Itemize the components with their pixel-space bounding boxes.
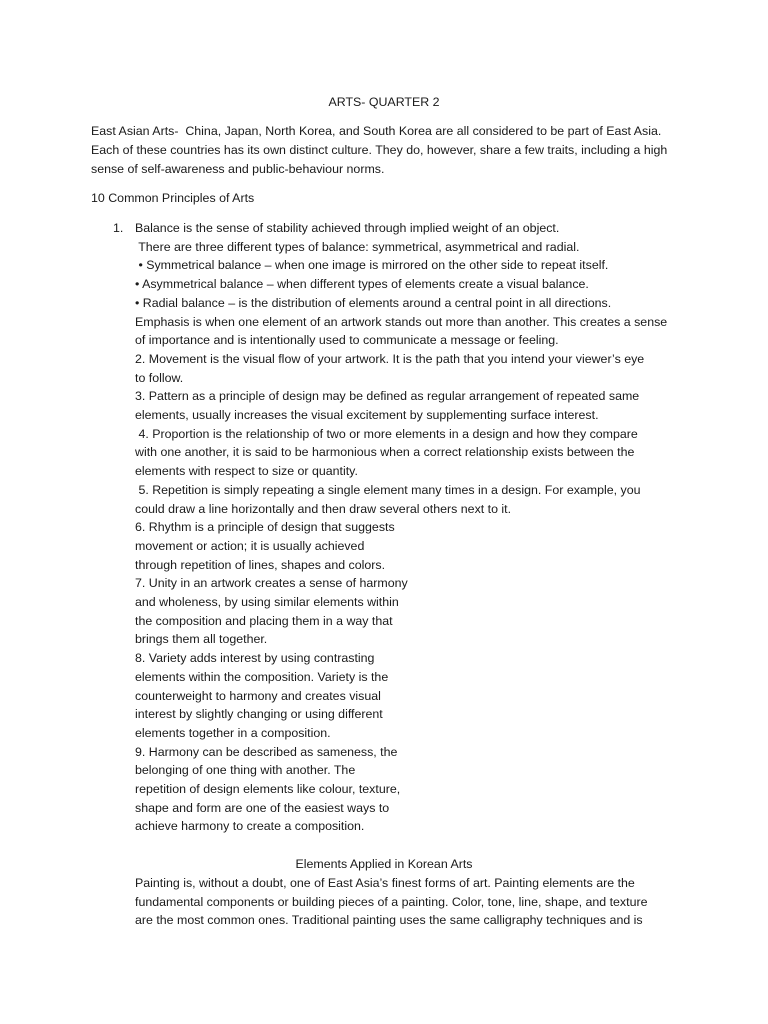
intro-line: East Asian Arts- China, Japan, North Korea, and South Korea are all considered to be part of East Asia. [91,124,662,138]
principles-line: 6. Rhythm is a principle of design that suggests [135,520,395,535]
principles-line: interest by slightly changing or using different [135,707,383,722]
principles-line: elements, usually increases the visual excitement by supplementing surface interest. [135,408,599,422]
principles-line: • Symmetrical balance – when one image is mirrored on the other side to repeat itself. [135,258,609,273]
list-marker: 1. [113,221,124,235]
principles-line: Emphasis is when one element of an artwork stands out more than another. This creates a sense [135,314,668,329]
intro-line: Each of these countries has its own distinct culture. They do, however, share a few traits, including a high [91,143,668,157]
principles-line: with one another, it is said to be harmonious when a correct relationship exists between the [135,445,635,460]
principles-line: brings them all together. [135,632,268,647]
korean-arts-heading: Elements Applied in Korean Arts [295,857,473,871]
principles-line: elements with respect to size or quantity. [135,464,358,479]
page-title: ARTS- QUARTER 2 [328,95,440,109]
principles-heading: 10 Common Principles of Arts [91,191,255,205]
principles-line: 4. Proportion is the relationship of two or more elements in a design and how they compare [135,426,638,441]
intro-line: sense of self-awareness and public-behaviour norms. [91,162,385,176]
principles-line: achieve harmony to create a composition. [135,819,365,834]
principles-line: There are three different types of balance: symmetrical, asymmetrical and radial. [135,239,580,254]
principles-line: the composition and placing them in a way that [135,613,393,628]
principles-line: • Asymmetrical balance – when different types of elements create a visual balance. [135,277,589,292]
principles-line: counterweight to harmony and creates visual [135,688,381,703]
korean-arts-line: Painting is, without a doubt, one of East Asia’s finest forms of art. Painting elements are the [135,876,635,890]
korean-arts-line: are the most common ones. Traditional painting uses the same calligraphy techniques and is [135,913,643,928]
principles-line: • Radial balance – is the distribution of elements around a central point in all directions. [135,295,612,310]
principles-line: elements within the composition. Variety is the [135,669,389,684]
principles-line: 7. Unity in an artwork creates a sense of harmony [135,576,408,591]
principles-line: 8. Variety adds interest by using contrasting [135,651,375,666]
principles-line: 3. Pattern as a principle of design may be defined as regular arrangement of repeated same [135,389,640,404]
principles-line: Balance is the sense of stability achieved through implied weight of an object. [135,221,560,235]
principles-line: movement or action; it is usually achieved [135,538,365,553]
principles-line: elements together in a composition. [135,725,331,740]
korean-arts-line: fundamental components or building pieces of a painting. Color, tone, line, shape, and texture [135,894,648,909]
principles-line: shape and form are one of the easiest ways to [135,800,390,815]
principles-line: to follow. [135,370,184,385]
principles-line: and wholeness, by using similar elements within [135,595,399,609]
principles-line: could draw a line horizontally and then draw several others next to it. [135,501,512,516]
principles-line: 5. Repetition is simply repeating a single element many times in a design. For example, you [135,482,641,497]
principles-line: of importance and is intentionally used to communicate a message or feeling. [135,333,559,348]
principles-line: belonging of one thing with another. The [135,763,356,778]
principles-line: 2. Movement is the visual flow of your artwork. It is the path that you intend your viewer’s eye [135,351,645,366]
principles-line: through repetition of lines, shapes and colors. [135,557,386,572]
principles-line: 9. Harmony can be described as sameness, the [135,744,398,759]
principles-line: repetition of design elements like colour, texture, [135,782,401,796]
